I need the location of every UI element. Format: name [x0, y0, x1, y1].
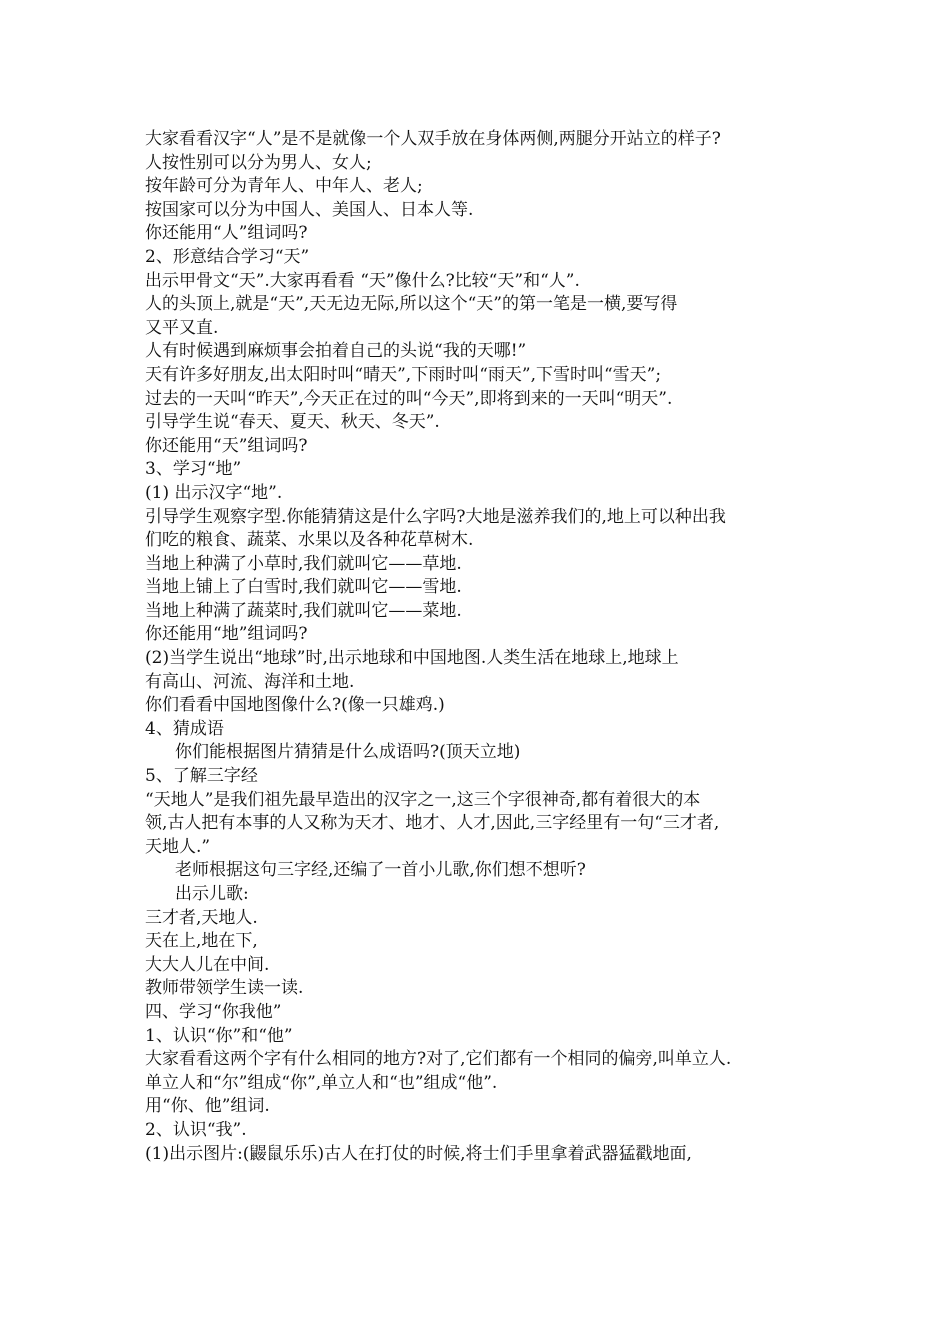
- section-heading: 2、认识“我”.: [145, 1119, 247, 1140]
- section-heading: 2、形意结合学习“天”: [145, 246, 310, 267]
- text-line: 大家看看汉字“人”是不是就像一个人双手放在身体两侧,两腿分开站立的样子?: [145, 129, 721, 149]
- text-line: 当地上种满了小草时,我们就叫它——草地.: [145, 553, 462, 574]
- section-heading: 1、认识“你”和“他”: [145, 1025, 293, 1046]
- text-line: 引导学生观察字型.你能猜猜这是什么字吗?大地是滋养我们的,地上可以种出我: [145, 506, 726, 527]
- text-line: 你还能用“人”组词吗?: [145, 223, 308, 244]
- text-line: 单立人和“尔”组成“你”,单立人和“也”组成“他”.: [145, 1072, 498, 1093]
- text-line: 天有许多好朋友,出太阳时叫“晴天”,下雨时叫“雨天”,下雪时叫“雪天”;: [145, 364, 662, 385]
- text-line: 你还能用“天”组词吗?: [145, 435, 308, 456]
- text-line: 用“你、他”组词.: [145, 1096, 270, 1117]
- text-line: 当地上种满了蔬菜时,我们就叫它——菜地.: [145, 600, 462, 621]
- text-line: 领,古人把有本事的人又称为天才、地才、人才,因此,三字经里有一句“三才者,: [145, 813, 720, 834]
- text-line: 你们能根据图片猜猜是什么成语吗?(顶天立地): [175, 742, 521, 763]
- text-line: 出示儿歌:: [175, 884, 249, 904]
- text-line: 引导学生说“春天、夏天、秋天、冬天”.: [145, 412, 440, 433]
- text-line: 按国家可以分为中国人、美国人、日本人等.: [145, 199, 474, 220]
- text-line: 人的头顶上,就是“天”,天无边无际,所以这个“天”的第一笔是一横,要写得: [145, 294, 678, 315]
- text-line: 老师根据这句三字经,还编了一首小儿歌,你们想不想听?: [175, 860, 586, 881]
- text-line: 又平又直.: [145, 317, 219, 338]
- text-line: “天地人”是我们祖先最早造出的汉字之一,这三个字很神奇,都有着很大的本: [145, 789, 701, 810]
- document-body: [145, 128, 815, 1166]
- text-line: 过去的一天叫“昨天”,今天正在过的叫“今天”,即将到来的一天叫“明天”.: [145, 388, 673, 409]
- text-line: 出示甲骨文“天”.大家再看看 “天”像什么?比较“天”和“人”.: [145, 270, 580, 291]
- poem-line: 天在上,地在下,: [145, 931, 258, 952]
- text-line: 你还能用“地”组词吗?: [145, 624, 308, 645]
- text-line: 人按性别可以分为男人、女人;: [145, 152, 372, 173]
- text-line: 当地上铺上了白雪时,我们就叫它——雪地.: [145, 577, 462, 598]
- poem-line: 大大人儿在中间.: [145, 954, 270, 975]
- section-heading: 四、学习“你我他”: [145, 1001, 282, 1022]
- text-line: (2)当学生说出“地球”时,出示地球和中国地图.人类生活在地球上,地球上: [145, 648, 679, 669]
- text-line: 们吃的粮食、蔬菜、水果以及各种花草树木.: [145, 530, 474, 551]
- text-line: (1)出示图片:(鼹鼠乐乐)古人在打仗的时候,将士们手里拿着武器猛戳地面,: [145, 1143, 692, 1164]
- text-line: 教师带领学生读一读.: [145, 978, 304, 999]
- section-heading: 3、学习“地”: [145, 459, 242, 480]
- text-line: 按年龄可分为青年人、中年人、老人;: [145, 176, 423, 197]
- text-line: 大家看看这两个字有什么相同的地方?对了,它们都有一个相同的偏旁,叫单立人.: [145, 1049, 732, 1070]
- text-line: 你们看看中国地图像什么?(像一只雄鸡.): [145, 695, 445, 716]
- section-heading: 4、猜成语: [145, 718, 224, 739]
- text-line: (1) 出示汉字“地”.: [145, 482, 283, 503]
- text-line: 人有时候遇到麻烦事会拍着自己的头说“我的天哪!”: [145, 341, 527, 362]
- section-heading: 5、了解三字经: [145, 766, 258, 787]
- text-line: 天地人.”: [145, 836, 211, 857]
- text-line: 有高山、河流、海洋和土地.: [145, 671, 355, 692]
- poem-line: 三才者,天地人.: [145, 907, 258, 928]
